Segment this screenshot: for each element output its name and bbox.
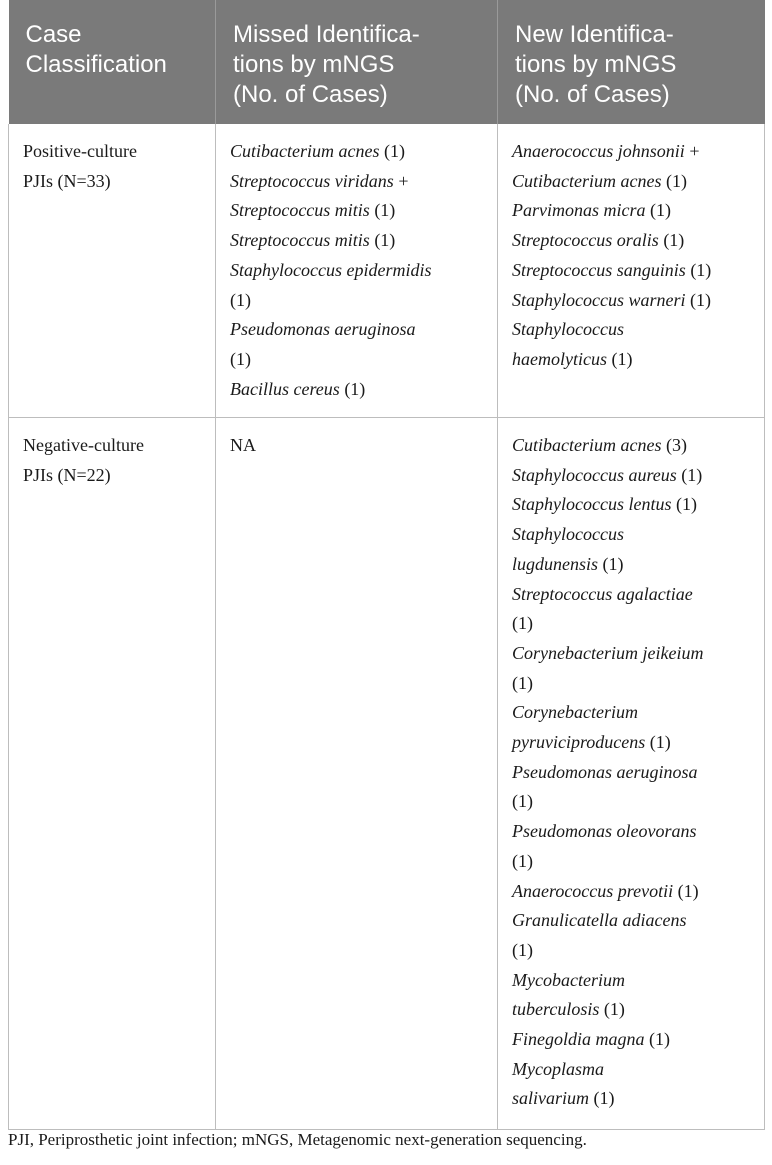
case-count: (3) <box>661 435 687 455</box>
organism-line <box>512 286 756 316</box>
case-count: (1) <box>644 1029 670 1050</box>
organism-name: Finegoldia magna <box>512 1029 645 1050</box>
cell-classification <box>9 418 216 1130</box>
case-count: (1) <box>230 289 251 310</box>
organism-line <box>230 286 489 316</box>
organism-name: Cutibacterium acnes <box>512 170 662 191</box>
organism-line <box>512 315 756 345</box>
organism-name: Anaerococcus johnsonii <box>512 141 685 161</box>
organism-name: haemolyticus <box>512 348 607 369</box>
organism-name: Staphylococcus warneri <box>512 289 686 310</box>
organism-name: Streptococcus mitis <box>230 200 370 221</box>
case-count: (1) <box>673 880 699 901</box>
organism-name: Pseudomonas aeruginosa <box>512 761 698 782</box>
case-count: (1) <box>645 200 671 221</box>
organism-line <box>230 226 489 256</box>
organism-line <box>512 1055 756 1085</box>
organism-line <box>230 137 489 167</box>
case-count: (1) <box>512 791 533 812</box>
organism-line <box>512 966 756 996</box>
organism-name: Cutibacterium acnes <box>230 141 380 161</box>
organism-name: Pseudomonas aeruginosa <box>230 319 416 340</box>
organism-line <box>230 345 489 375</box>
organism-name: Parvimonas micra <box>512 200 646 221</box>
organism-line <box>230 431 489 461</box>
case-count: (1) <box>676 464 703 485</box>
organism-line <box>512 550 756 580</box>
case-count: (1) <box>230 348 251 369</box>
identification-table <box>8 0 765 1130</box>
organism-name: salivarium <box>512 1088 590 1109</box>
header-text: Case <box>25 21 82 48</box>
cell-missed <box>216 418 498 1130</box>
header-case-classification <box>9 0 216 124</box>
organism-line <box>230 196 489 226</box>
organism-line <box>512 461 756 491</box>
organism-line <box>230 256 489 286</box>
organism-line <box>512 431 756 461</box>
organism-name: Streptococcus sanguinis <box>512 259 686 280</box>
organism-line <box>512 226 756 256</box>
organism-name: Anaerococcus prevotii <box>512 880 674 901</box>
organism-line <box>230 167 489 197</box>
table-footnote: PJI, Periprosthetic joint infection; mNGS, Metagenomic next-generation sequencing. <box>8 1130 587 1149</box>
organism-name: tuberculosis <box>512 999 600 1020</box>
organism-line <box>512 196 756 226</box>
cell-new <box>498 418 765 1130</box>
organism-line <box>512 490 756 520</box>
organism-line <box>230 375 489 405</box>
organism-name: Staphylococcus lentus <box>512 494 672 515</box>
case-count: (1) <box>658 230 685 251</box>
header-text: Classification <box>25 51 167 78</box>
organism-name: Cutibacterium acnes <box>512 435 662 455</box>
cell-missed <box>216 124 498 418</box>
organism-line <box>512 728 756 758</box>
organism-name: pyruviciproducens <box>512 732 646 753</box>
classification-text: PJIs (N=22) <box>23 464 111 485</box>
case-count: (1) <box>369 200 396 221</box>
organism-line <box>512 669 756 699</box>
organism-name: Staphylococcus <box>512 524 624 545</box>
organism-name: Corynebacterium jeikeium <box>512 642 704 663</box>
table-row-negative-culture <box>9 418 765 1130</box>
case-count: (1) <box>606 348 633 369</box>
cell-new <box>498 124 765 418</box>
organism-line <box>512 167 756 197</box>
organism-name: Staphylococcus aureus <box>512 464 677 485</box>
organism-line <box>512 698 756 728</box>
organism-line <box>512 609 756 639</box>
case-count: (1) <box>599 999 625 1020</box>
header-text: (No. of Cases) <box>233 81 388 108</box>
organism-line <box>512 580 756 610</box>
case-count: (1) <box>339 378 366 399</box>
case-count: (1) <box>685 289 711 310</box>
organism-line <box>512 345 756 375</box>
organism-line <box>512 137 756 167</box>
case-count: (1) <box>379 141 405 161</box>
header-text: (No. of Cases) <box>515 81 670 108</box>
organism-name: Streptococcus viridans <box>230 170 394 191</box>
organism-line <box>512 936 756 966</box>
organism-line <box>512 787 756 817</box>
organism-name: Streptococcus oralis <box>512 230 659 251</box>
classification-text: Positive-culture <box>23 141 137 161</box>
case-count: (1) <box>512 672 533 693</box>
classification-text: Negative-culture <box>23 435 144 455</box>
organism-name: Streptococcus agalactiae <box>512 583 693 604</box>
organism-line <box>512 906 756 936</box>
organism-name: Bacillus cereus <box>230 378 340 399</box>
organism-name: Granulicatella adiacens <box>512 910 687 931</box>
case-count: (1) <box>671 494 697 515</box>
organism-line <box>512 758 756 788</box>
case-count: (1) <box>589 1088 615 1109</box>
header-row <box>9 0 765 124</box>
case-count: (1) <box>369 230 396 251</box>
organism-line <box>512 1084 756 1114</box>
organism-line <box>512 995 756 1025</box>
organism-name: Mycoplasma <box>512 1058 604 1079</box>
organism-name: Staphylococcus <box>512 319 624 340</box>
organism-name: Streptococcus mitis <box>230 230 370 251</box>
organism-name: Staphylococcus epidermidis <box>230 259 432 280</box>
organism-line <box>512 877 756 907</box>
organism-line <box>230 315 489 345</box>
cell-classification <box>9 124 216 418</box>
case-count: (1) <box>512 613 533 634</box>
header-new-identifications <box>498 0 765 124</box>
table-row-positive-culture <box>9 124 765 418</box>
case-count: + <box>684 141 700 161</box>
case-count: (1) <box>598 553 624 574</box>
organism-name: lugdunensis <box>512 553 599 574</box>
organism-line <box>512 520 756 550</box>
organism-line <box>512 639 756 669</box>
organism-name: Corynebacterium <box>512 702 638 723</box>
organism-line <box>512 1025 756 1055</box>
organism-line <box>512 256 756 286</box>
organism-name: Pseudomonas oleovorans <box>512 821 697 842</box>
case-count: (1) <box>512 939 533 960</box>
header-text: tions by mNGS <box>515 51 677 78</box>
header-text: Missed Identifica- <box>233 21 420 48</box>
organism-line <box>512 847 756 877</box>
organism-line <box>512 817 756 847</box>
case-count: (1) <box>645 732 671 753</box>
header-missed-identifications <box>216 0 498 124</box>
case-count: (1) <box>661 170 687 191</box>
classification-text: PJIs (N=33) <box>23 170 111 191</box>
organism-name: Mycobacterium <box>512 969 625 990</box>
case-count: NA <box>230 435 256 455</box>
case-count: (1) <box>512 850 533 871</box>
header-text: New Identifica- <box>515 21 674 48</box>
case-count: + <box>393 170 409 191</box>
header-text: tions by mNGS <box>233 51 395 78</box>
case-count: (1) <box>685 259 712 280</box>
